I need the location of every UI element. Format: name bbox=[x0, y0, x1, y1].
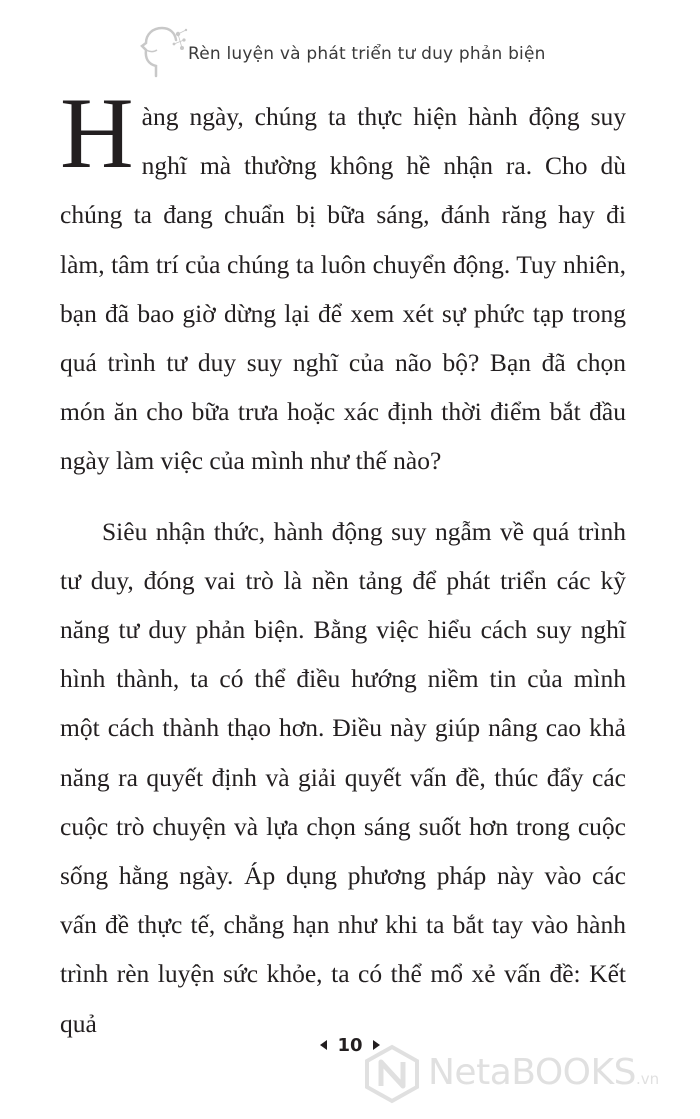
netabooks-logo-icon bbox=[362, 1044, 422, 1104]
paragraph-1-text: àng ngày, chúng ta thực hiện hành động suy nghĩ mà thường không hề nhận ra. Cho dù chúng ta đang chuẩn bị bữa sáng, đánh răng hay đi làm, tâm trí của chúng ta luôn chuyển động. Tuy nhiên, bạn đã bao giờ dừng lại để xem xét sự phức tạp trong quá trình tư duy suy nghĩ của não bộ? Bạn đã chọn món ăn cho bữa trưa hoặc xác định thời điểm bắt đầu ngày làm việc của mình như thế nào? bbox=[60, 102, 626, 476]
head-silhouette-icon bbox=[138, 22, 188, 80]
page-number: 10 bbox=[337, 1034, 363, 1056]
running-header-title: Rèn luyện và phát triển tư duy phản biện bbox=[188, 44, 546, 64]
paragraph-2 bbox=[60, 507, 626, 1048]
watermark-brand: NetaBOOKS bbox=[428, 1052, 636, 1093]
triangle-left-icon bbox=[320, 1040, 327, 1050]
watermark bbox=[362, 1040, 692, 1110]
drop-cap: H bbox=[60, 77, 134, 190]
page-footer bbox=[0, 1012, 700, 1119]
watermark-text bbox=[428, 1052, 659, 1093]
running-header bbox=[138, 22, 578, 80]
paragraph-1 bbox=[60, 77, 626, 486]
paragraph-2-text: Siêu nhận thức, hành động suy ngẫm về quá trình tư duy, đóng vai trò là nền tảng để phát triển các kỹ năng tư duy phản biện. Bằng việc hiểu cách suy nghĩ hình thành, ta có thể điều hướng niềm tin của mình một cách thành thạo hơn. Điều này giúp nâng cao khả năng ra quyết định và giải quyết vấn đề, thúc đẩy các cuộc trò chuyện và lựa chọn sáng suốt hơn trong cuộc sống hằng ngày. Áp dụng phương pháp này vào các vấn đề thực tế, chẳng hạn như khi ta bắt tay vào hành trình rèn luyện sức khỏe, ta có thể mổ xẻ vấn đề: Kết quả bbox=[60, 516, 626, 1038]
body-text bbox=[60, 77, 626, 1048]
watermark-suffix: .vn bbox=[635, 1070, 660, 1088]
